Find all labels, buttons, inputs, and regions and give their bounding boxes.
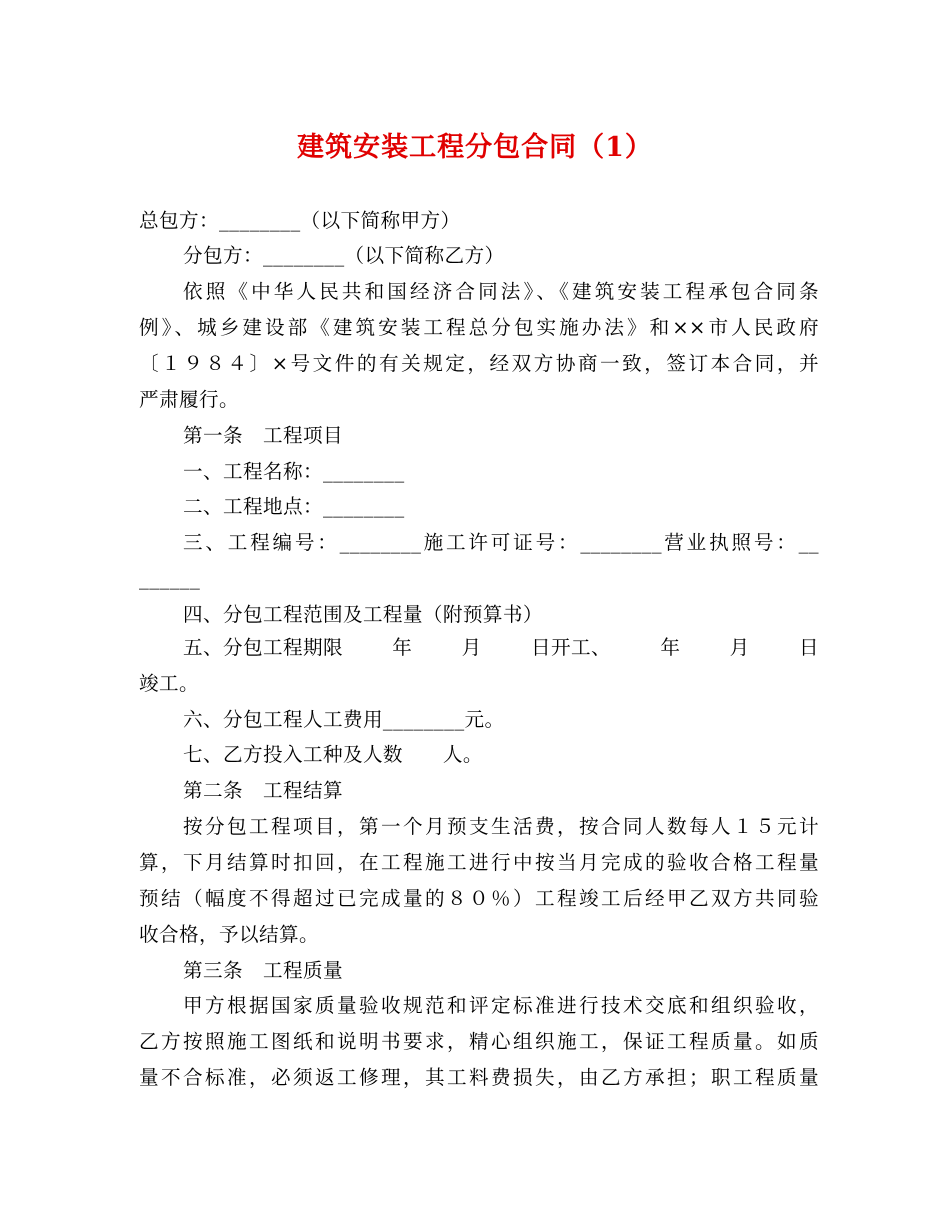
settlement-line-2: 算，下月结算时扣回，在工程施工进行中按当月完成的验收合格工程量 <box>139 851 819 874</box>
article-1-heading: 第一条 工程项目 <box>183 424 343 447</box>
document-title: 建筑安装工程分包合同（1） <box>297 132 653 163</box>
item-3-continuation: ______ <box>139 567 201 590</box>
preamble-line-3: 〔１９８４〕×号文件的有关规定，经双方协商一致，签订本合同，并 <box>139 352 819 375</box>
item-6-labor-cost: 六、分包工程人工费用________元。 <box>183 708 505 731</box>
general-contractor-line: 总包方：________（以下简称甲方） <box>139 209 461 232</box>
article-2-heading: 第二条 工程结算 <box>183 779 343 802</box>
article-3-heading: 第三条 工程质量 <box>183 959 343 982</box>
preamble-line-2: 例》、城乡建设部《建筑安装工程总分包实施办法》和××市人民政府 <box>139 316 819 339</box>
item-3-project-number: 三、工程编号：________施工许可证号：________营业执照号：__ <box>183 531 819 554</box>
item-5-start-month: 月 <box>461 636 482 659</box>
item-5-start-year: 年 <box>392 636 413 659</box>
quality-line-1: 甲方根据国家质量验收规范和评定标准进行技术交底和组织验收， <box>183 994 819 1017</box>
item-5-continuation: 竣工。 <box>139 672 199 695</box>
settlement-line-3: 预结（幅度不得超过已完成量的８０％）工程竣工后经甲乙双方共同验 <box>139 887 819 910</box>
item-5-end-year: 年 <box>660 636 681 659</box>
quality-line-2: 乙方按照施工图纸和说明书要求，精心组织施工，保证工程质量。如质 <box>139 1030 819 1053</box>
item-5-period <box>183 633 819 663</box>
item-4-scope: 四、分包工程范围及工程量（附预算书） <box>183 603 543 626</box>
item-5-start-day: 日开工、 <box>530 636 611 659</box>
subcontractor-line: 分包方：________（以下简称乙方） <box>183 244 505 267</box>
settlement-line-1: 按分包工程项目，第一个月预支生活费，按合同人数每人１５元计 <box>183 815 819 838</box>
item-5-end-day: 日 <box>799 636 819 659</box>
item-2-project-location: 二、工程地点：________ <box>183 495 405 518</box>
item-1-project-name: 一、工程名称：________ <box>183 460 405 483</box>
settlement-line-4: 收合格，予以结算。 <box>139 923 319 946</box>
quality-line-3: 量不合标准，必须返工修理，其工料费损失，由乙方承担；职工程质量 <box>139 1066 819 1089</box>
item-5-end-month: 月 <box>729 636 750 659</box>
item-5-label: 五、分包工程期限 <box>183 636 343 659</box>
item-7-workers: 七、乙方投入工种及人数 人。 <box>183 743 483 766</box>
preamble-line-1: 依照《中华人民共和国经济合同法》、《建筑安装工程承包合同条 <box>183 280 819 303</box>
preamble-line-4: 严肃履行。 <box>139 388 239 411</box>
